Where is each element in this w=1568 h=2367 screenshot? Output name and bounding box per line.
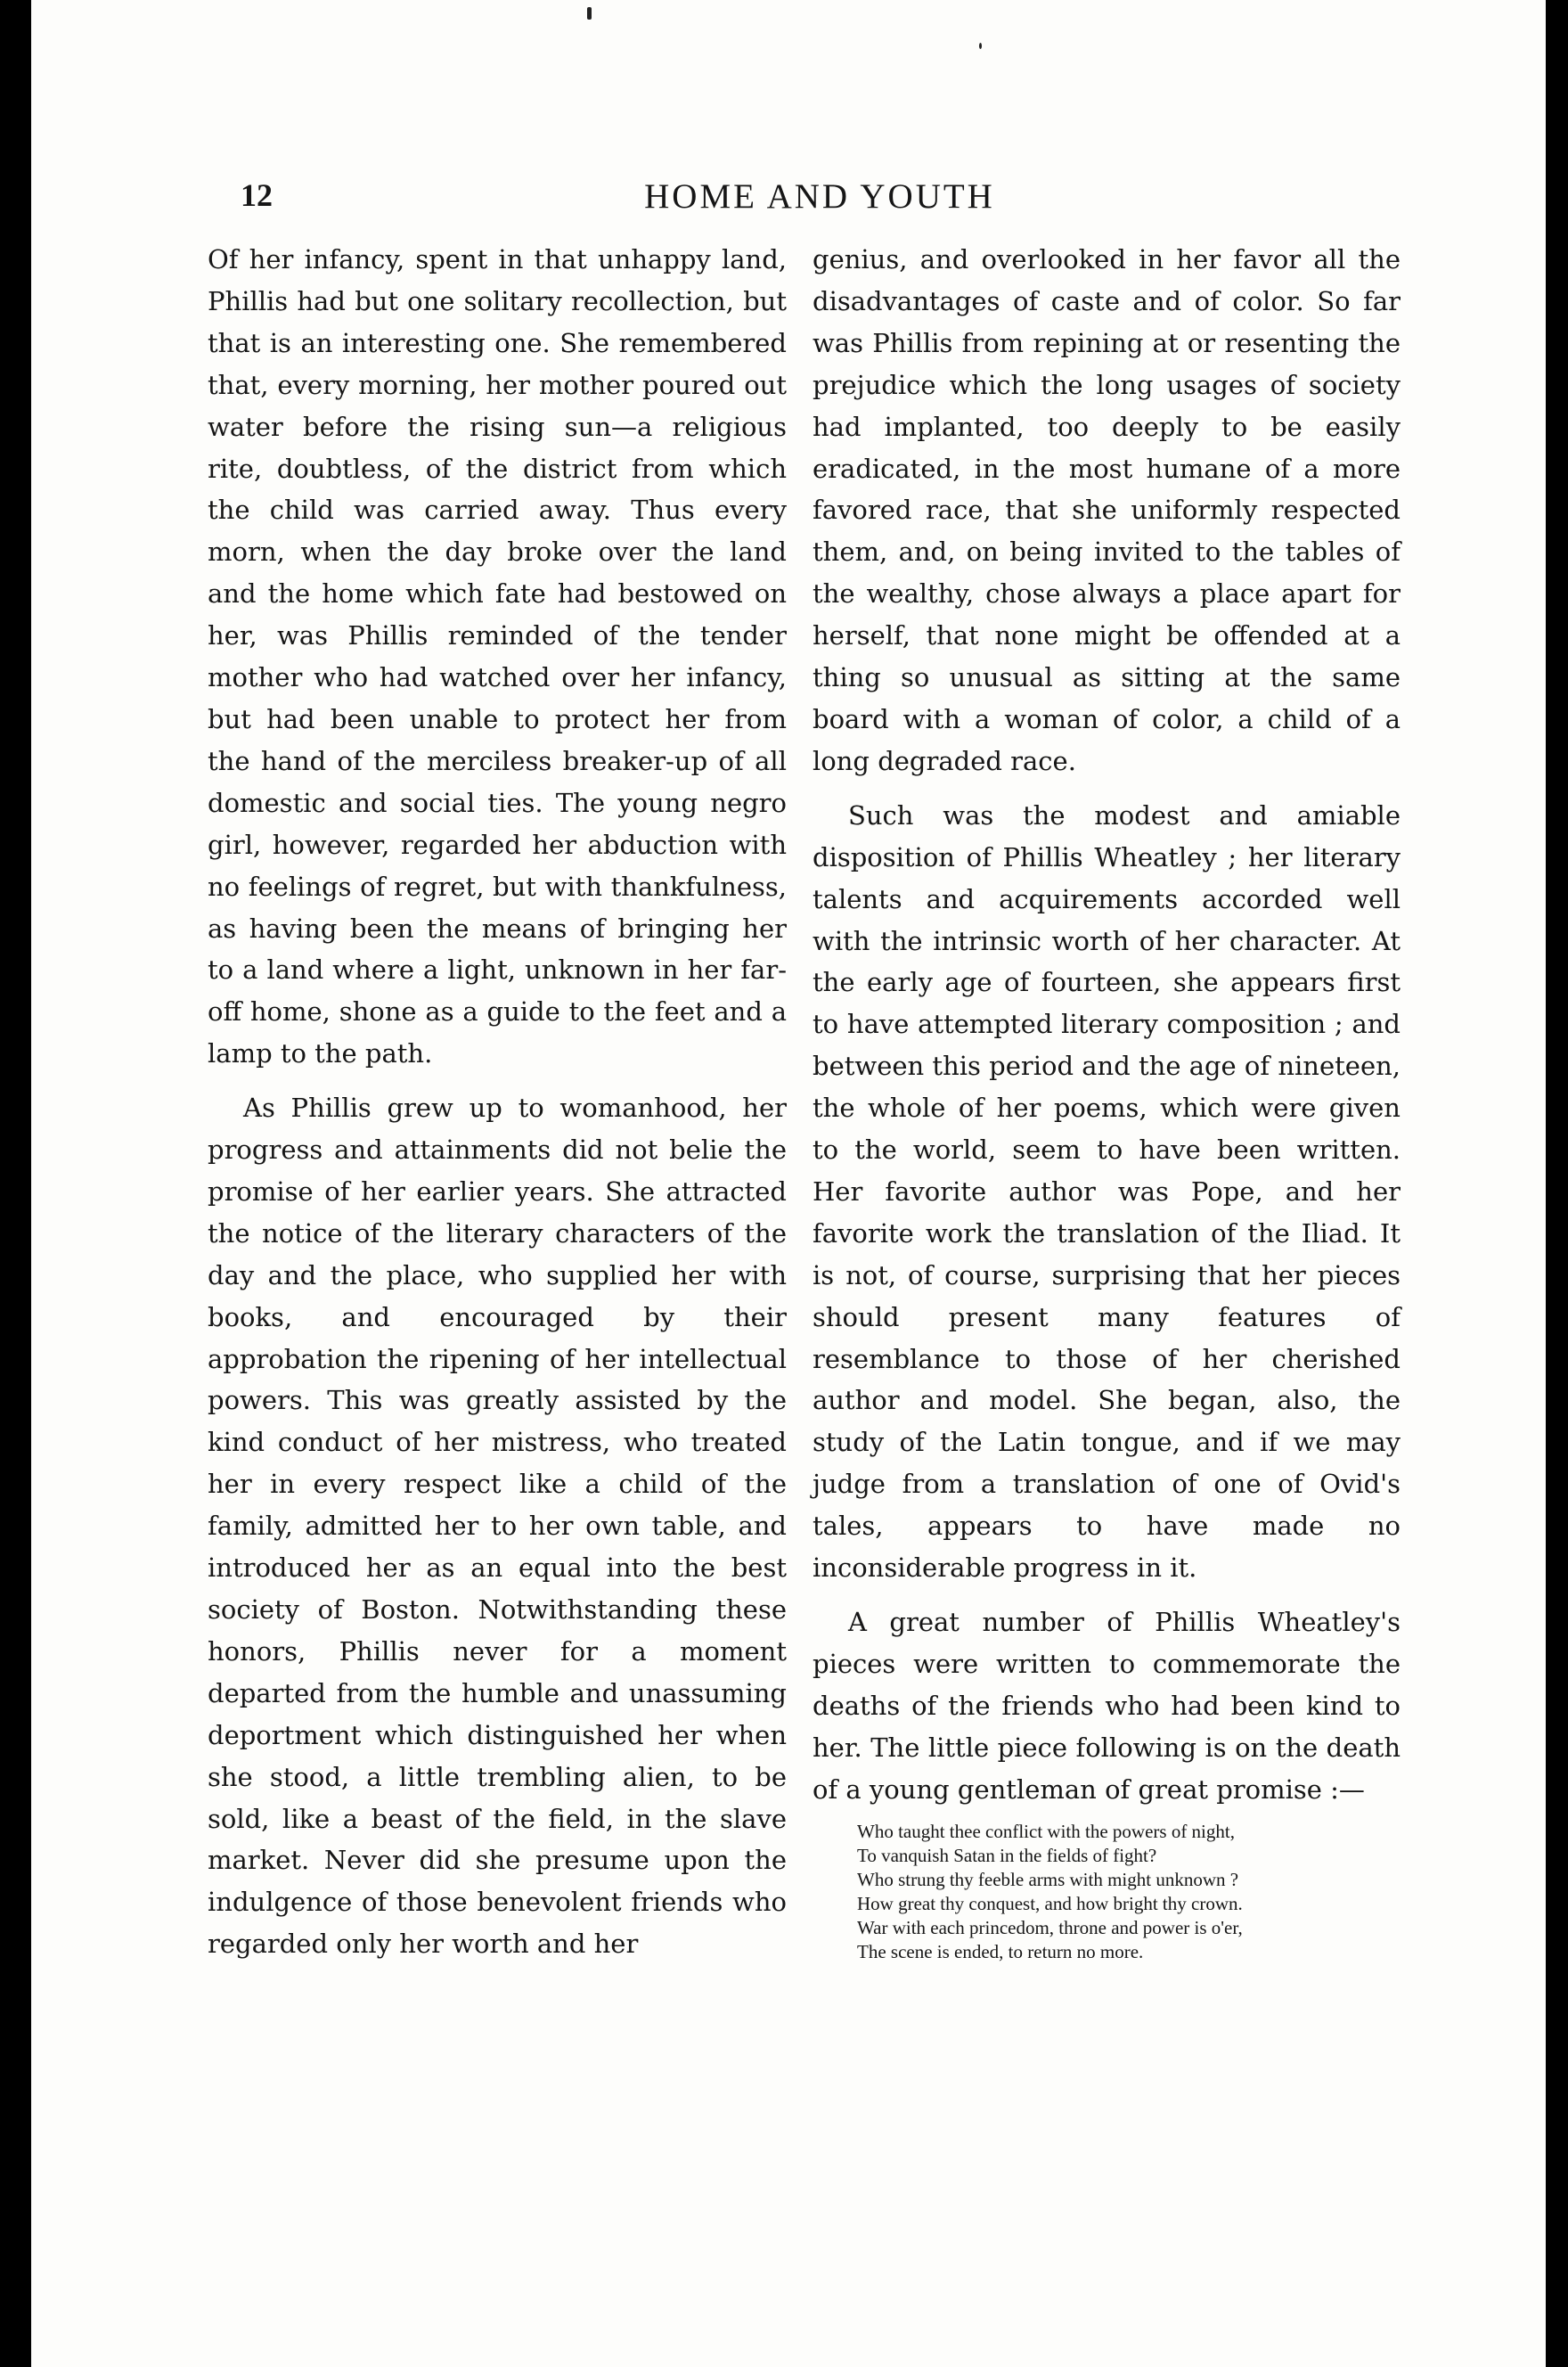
poem-line: War with each princedom, throne and power is o'er, [857, 1916, 1243, 1938]
running-title: HOME AND YOUTH [644, 177, 995, 216]
poem-line: To vanquish Satan in the fields of fight? [857, 1844, 1157, 1866]
right-column [813, 239, 1401, 1964]
paragraph: genius, and overlooked in her favor all the disadvantages of caste and of color. So far was Phillis from repining at or resenting the prejudice which the long usages of society had implanted, too deeply to be easily eradicated, in the most humane of a more favored race, that she uniformly respected them, and, on being invited to the tables of the wealthy, chose always a place apart for herself, that none might be offended at a thing so unusual as sitting at the same board with a woman of color, a child of a long degraded race. [813, 244, 1401, 776]
poem-line: How great thy conquest, and how bright thy crown. [857, 1892, 1243, 1914]
print-speck [979, 43, 982, 49]
poem-line: The scene is ended, to return no more. [857, 1940, 1144, 1962]
paragraph: As Phillis grew up to womanhood, her progress and attainments did not belie the promise of her earlier years. She attracted the notice of the literary characters of the day and the place, who supplied her with books, and encouraged by their approbation the ripening of her intellectual powers. This was greatly assisted by the kind conduct of her mistress, who treated her in every respect like a child of the family, admitted her to her own table, and introduced her as an equal into the best society of Boston. Notwithstanding these honors, Phillis never for a moment departed from the humble and unassuming deportment which distinguished her when she stood, a little trembling alien, to be sold, like a beast of the field, in the slave market. Never did she presume upon the indulgence of those benevolent friends who regarded only her worth and her [208, 1093, 787, 1960]
document-page [31, 0, 1546, 2367]
page-header [31, 176, 1546, 221]
paragraph: Of her infancy, spent in that unhappy land, Phillis had but one solitary recollection, but that is an interesting one. She remembered that, every morning, her mother poured out water before the rising sun—a religious rite, doubtless, of the district from which the child was carried away. Thus every morn, when the day broke over the land and the home which fate had bestowed on her, was Phillis reminded of the tender mother who had watched over her infancy, but had been unable to protect her from the hand of the merciless breaker-up of all domestic and social ties. The young negro girl, however, regarded her abduction with no feelings of regret, but with thankfulness, as having been the means of bringing her to a land where a light, unknown in her far-off home, shone as a guide to the feet and a lamp to the path. [208, 244, 787, 1069]
poem-line: Who strung thy feeble arms with might unknown ? [857, 1868, 1239, 1890]
print-speck [587, 7, 592, 20]
left-column [208, 239, 787, 1965]
page-number: 12 [241, 177, 273, 213]
poem [857, 1820, 1401, 1964]
poem-line: Who taught thee conflict with the powers of night, [857, 1820, 1235, 1842]
paragraph: Such was the modest and amiable disposition of Phillis Wheatley ; her literary talents and acquirements accorded well with the intrinsic worth of her character. At the early age of fourteen, she appears first to have attempted literary composition ; and between this period and the age of nineteen, the whole of her poems, which were given to the world, seem to have been written. Her favorite author was Pope, and her favorite work the translation of the Iliad. It is not, of course, surprising that her pieces should present many features of resemblance to those of her cherished author and model. She began, also, the study of the Latin tongue, and if we may judge from a translation of one of Ovid's tales, appears to have made no inconsiderable progress in it. [813, 799, 1401, 1584]
paragraph: A great number of Phillis Wheatley's pieces were written to commemorate the deaths of the friends who had been kind to her. The little piece following is on the death of a young gentleman of great promise :— [813, 1607, 1401, 1805]
